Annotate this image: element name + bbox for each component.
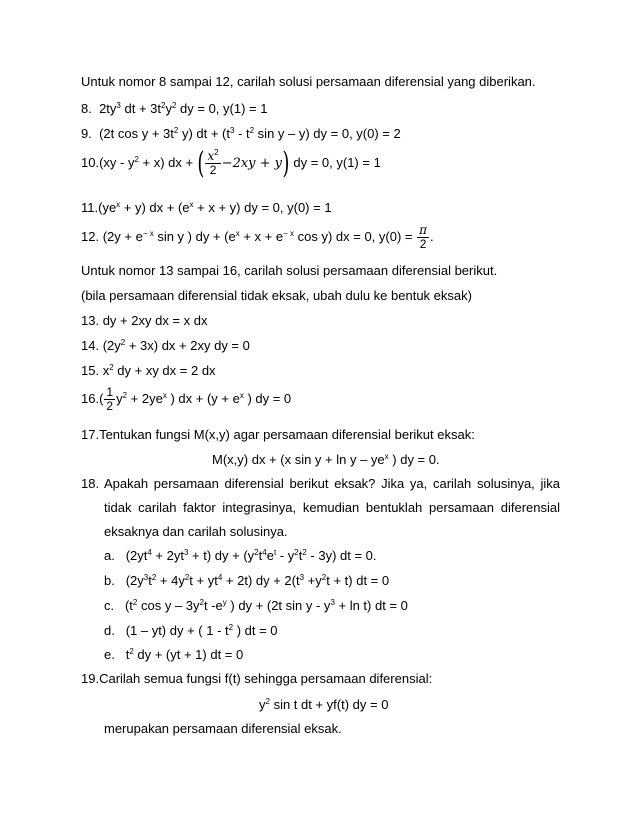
problem-18d: d. (1 – yt) dy + ( $1 - t^2$ ) dt = 0 <box>104 623 278 638</box>
problem-17-equation: M(x,y) dx + (x $\sin y + \ln y - ye^x$ ) dy = 0. <box>212 452 440 467</box>
problem-number: 13. <box>81 313 100 328</box>
problem-18e: e. $t^2$ dy + (yt + 1) dt = 0 <box>104 647 244 662</box>
intro-text-8-12: Untuk nomor 8 sampai 12, carilah solusi persamaan diferensial yang diberikan. <box>81 74 536 89</box>
problem-18b: b. $(2y^3t^2 + 4y^2t + yt^4 + 2t)$ dy + $2(t^3 +y^2t + t)$ dt = 0 <box>104 573 390 588</box>
item-label: c. <box>104 598 115 613</box>
right-paren: ) <box>282 145 290 181</box>
item-label: a. <box>104 548 115 563</box>
problem-18c: c. ($t^2$ cos y – $3y^2t$ $-e^y$ ) dy + (2t $\sin y - y^3 + \ln t$) dt = 0 <box>104 598 408 613</box>
problem-19-tail: merupakan persamaan diferensial eksak. <box>104 721 342 736</box>
problem-18-line-2: tidak carilah faktor integrasinya, kemudian bentuklah persamaan diferensial <box>104 500 560 515</box>
problem-18a: a. $(2yt^4 + 2yt^3 + t)$ dy + $(y^2t^4e^t - y^2t^2 - 3y)$ dt = 0. <box>104 548 377 563</box>
problem-12: 12. ($2y + e^{- x}$ sin y ) dy + ($e^x + x + e^{- x}$ cos y) dx = 0, y(0) = $\frac{\pi}{2}$ . <box>81 223 434 252</box>
item-label: d. <box>104 623 115 638</box>
intro-text-exact-note: (bila persamaan diferensial tidak eksak, ubah dulu ke bentuk eksak) <box>81 288 472 303</box>
problem-18-number: 18. <box>81 476 100 491</box>
problem-15: 15. $x^2$ dy + xy dx = 2 dx <box>81 363 216 378</box>
problem-19-equation: $y^2$ sin t dt + yf(t) dy = 0 <box>259 697 389 712</box>
problem-8: 8. $2ty^3$ dt + $3t^2y^2$ dy = 0, y(1) = 1 <box>81 101 268 116</box>
problem-9: 9. (2t $\cos y + 3t^2$ y) dt + ($t^3 - t^2$ sin y – y) dy = 0, y(0) = 2 <box>81 126 401 141</box>
problem-number: 9. <box>81 126 92 141</box>
problem-10: $10.(xy - y^2 + x)$ dx + ( $\frac{x^2}{2}$ −2xy + y) dy = 0, y(1) = 1 <box>81 145 381 181</box>
fraction-one-half: $\frac{1}{2}$ <box>106 385 114 414</box>
problem-19: 19.Carilah semua fungsi f(t) sehingga persamaan diferensial: <box>81 671 433 686</box>
fraction-x2-over-2: $\frac{x^2}{2}$ <box>207 148 219 178</box>
problem-14: 14. $(2y^2 + 3x)$ dx + 2xy dy = 0 <box>81 338 250 353</box>
problem-number: 16. <box>81 391 100 406</box>
problem-18-line-3: eksaknya dan carilah solusinya. <box>104 524 288 539</box>
fraction-pi-over-2: $\frac{\pi}{2}$ <box>419 223 427 252</box>
problem-number: 10. <box>81 155 100 170</box>
left-paren: ( <box>197 145 205 181</box>
problem-number: 11. <box>81 200 99 215</box>
item-label: b. <box>104 573 115 588</box>
problem-number: 14. <box>81 338 100 353</box>
problem-number: 17. <box>81 427 100 442</box>
problem-13: 13. dy + 2xy dx = x dx <box>81 313 208 328</box>
problem-number: 15. <box>81 363 100 378</box>
problem-16: 16.( $\frac{1}{2}$ $y^2 + 2ye^x$ ) dx + ($y + e^x$ ) dy = 0 <box>81 385 292 414</box>
problem-number: 12. <box>81 229 100 244</box>
item-label: e. <box>104 647 115 662</box>
problem-11: $11.(ye^x + y)$ dx + $(e^x + x + y)$ dy = 0, y(0) = 1 <box>81 200 332 215</box>
problem-number: 19. <box>81 671 100 686</box>
problem-number: 8. <box>81 101 92 116</box>
problem-17: 17.Tentukan fungsi M(x,y) agar persamaan diferensial berikut eksak: <box>81 427 475 442</box>
problem-18-line-1: Apakah persamaan diferensial berikut eksak? Jika ya, carilah solusinya, jika <box>104 476 560 491</box>
intro-text-13-16: Untuk nomor 13 sampai 16, carilah solusi persamaan diferensial berikut. <box>81 263 498 278</box>
